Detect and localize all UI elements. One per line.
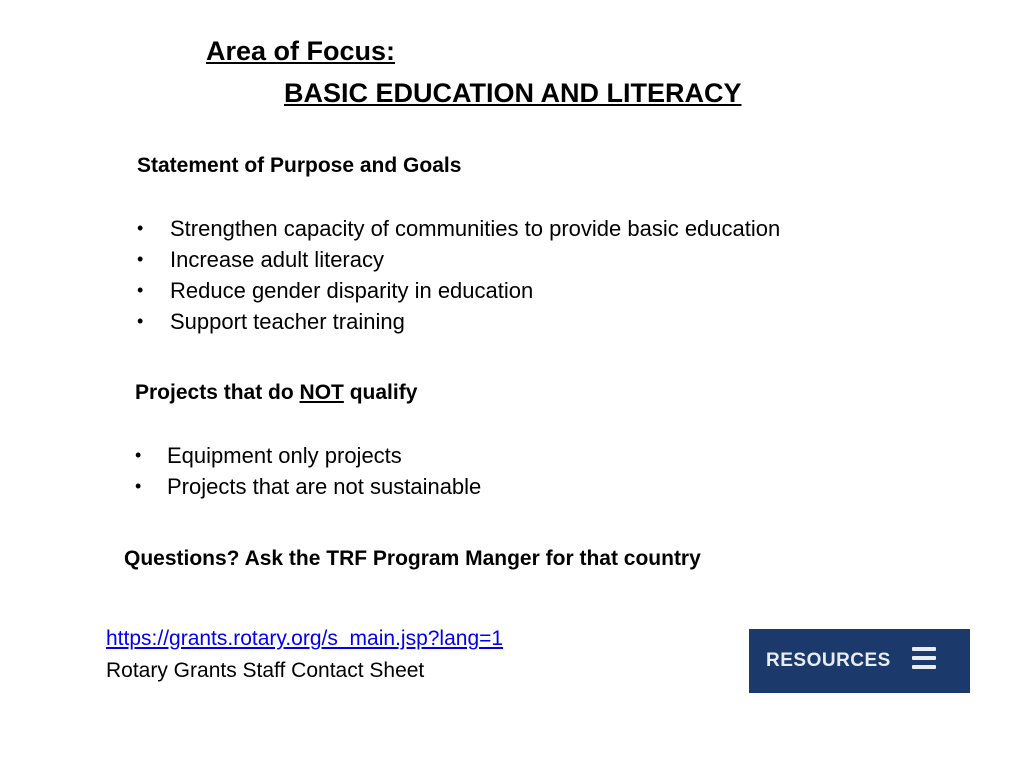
bullet-icon: • [135, 476, 142, 496]
bullet-icon: • [137, 218, 144, 238]
not-qualify-heading-start: Projects that do [135, 381, 300, 404]
bullet-icon: • [135, 445, 142, 465]
list-item [137, 275, 780, 306]
list-item [137, 306, 780, 337]
page-subtitle: BASIC EDUCATION AND LITERACY [284, 78, 742, 108]
list-item [135, 440, 481, 471]
bullet-icon: • [137, 311, 144, 331]
resources-button[interactable] [749, 629, 970, 693]
goal-text: Increase adult literacy [170, 247, 384, 272]
goal-text: Support teacher training [170, 309, 405, 334]
list-item [135, 471, 481, 502]
list-item [137, 244, 780, 275]
goal-text: Reduce gender disparity in education [170, 278, 534, 303]
goal-text: Strengthen capacity of communities to provide basic education [170, 216, 781, 241]
not-qualify-heading [135, 381, 417, 405]
page-title: Area of Focus: [206, 36, 396, 66]
not-qualify-list [135, 440, 481, 502]
list-item [137, 213, 780, 244]
goals-list [137, 213, 780, 337]
hamburger-menu-icon [912, 647, 936, 669]
bullet-icon: • [137, 249, 144, 269]
not-qualify-emphasis: NOT [299, 381, 344, 404]
not-qualify-text: Equipment only projects [167, 443, 402, 468]
bullet-icon: • [137, 280, 144, 300]
resources-label: RESOURCES [766, 650, 891, 671]
grants-link[interactable]: https://grants.rotary.org/s_main.jsp?lang=1 [106, 627, 504, 650]
contact-sheet-text: Rotary Grants Staff Contact Sheet [106, 659, 425, 682]
questions-text: Questions? Ask the TRF Program Manger for that country [124, 547, 701, 570]
not-qualify-heading-end: qualify [343, 381, 418, 404]
purpose-heading: Statement of Purpose and Goals [137, 154, 462, 177]
not-qualify-text: Projects that are not sustainable [167, 474, 482, 499]
